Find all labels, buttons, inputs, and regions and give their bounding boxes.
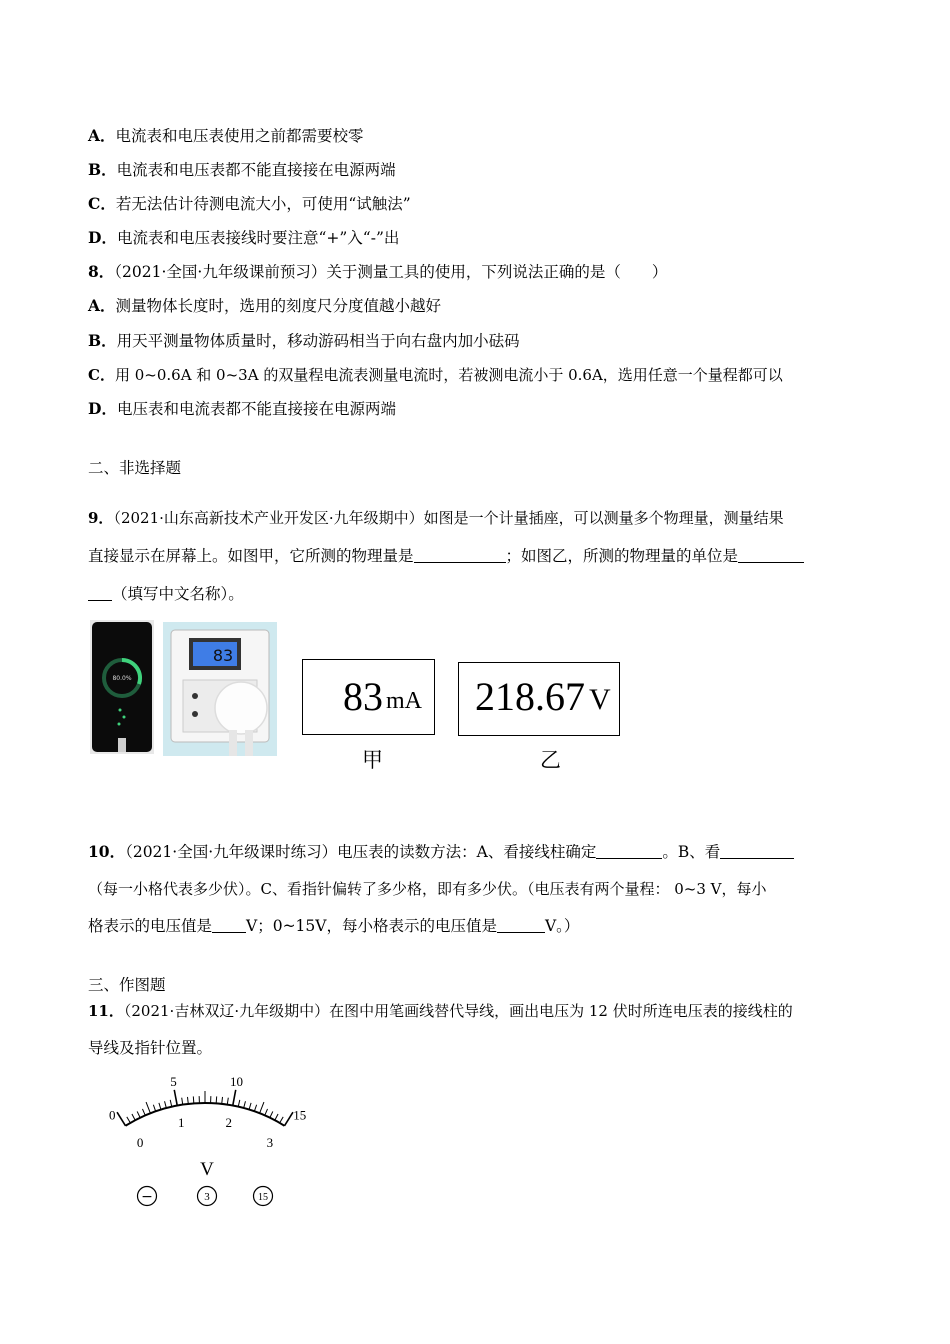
outer-label-0: 0 [108,1107,116,1123]
dial-tick [238,1100,240,1107]
q9-blank-1[interactable] [414,548,506,563]
q7-option-a: A．电流表和电压表使用之前都需要校零 [88,126,364,145]
q9-blank-2-cont[interactable] [88,586,112,601]
dial-tick [284,1112,292,1126]
terminal-3v-label: 3 [204,1191,210,1203]
dial-arc [126,1103,285,1126]
q10-blank-3[interactable] [212,918,246,933]
dial-tick [159,1103,161,1110]
inner-label-0: 0 [136,1134,144,1150]
dial-tick [165,1101,167,1108]
q9-line1: 9．（2021·山东高新技术产业开发区·九年级期中）如图是一个计量插座，可以测量多个物理量，测量结果 [88,509,784,527]
phone-charging-image [90,620,154,754]
readout-yi [458,662,620,736]
dial-tick [187,1097,188,1104]
dial-tick [170,1100,172,1107]
dial-tick [233,1090,236,1106]
outer-label-5: 5 [170,1073,177,1089]
section-title-nonchoice: 二、非选择题 [88,459,182,477]
dial-tick [265,1109,268,1115]
q8-option-a: A．测量物体长度时，选用的刻度尺分度值越小越好 [88,296,442,315]
dial-tick [275,1114,278,1120]
q10-line1: 10．（2021·全国·九年级课时练习）电压表的读数方法：A、看接线柱确定 。B、看 [88,842,794,862]
readout-jia [302,659,435,735]
inner-label-2: 2 [225,1115,232,1131]
dial-tick [137,1111,140,1117]
dial-tick [153,1105,155,1112]
readout-jia-value: 83 [343,674,383,719]
readout-yi-unit: V [589,683,611,716]
dial-tick [260,1102,264,1113]
dial-tick [193,1096,194,1103]
q11-line2: 导线及指针位置。 [88,1039,213,1057]
caption-yi: 乙 [540,748,561,772]
q10-line2: （每一小格代表多少伏）。C、看指针偏转了多少格，即有多少伏。（电压表有两个量程： 0~3 V，每小 [88,880,767,898]
q8-option-c: C．用 0~0.6A 和 0~3A 的双量程电流表测量电流时，若被测电流小于 0.6A，选用任意一个量程都可以 [88,366,783,384]
dial-tick [146,1102,150,1113]
readout-jia-unit: mA [386,688,422,714]
q8-option-b: B．用天平测量物体质量时，移动游码相当于向右盘内加小砝码 [88,331,520,350]
dial-tick [280,1117,283,1123]
q9-line3: （填写中文名称）。 [88,584,244,604]
voltmeter-dial [80,1068,330,1213]
dial-tick [182,1098,183,1105]
caption-jia: 甲 [362,748,383,772]
phone-battery-text: 80.0% [112,675,132,682]
q7-option-c: C．若无法估计待测电流大小，可使用“试触法” [88,194,411,213]
outer-label-10: 10 [229,1073,243,1089]
inner-label-1: 1 [178,1115,185,1131]
dial-tick [142,1109,145,1115]
q10-blank-4[interactable] [497,918,545,933]
dial-tick [132,1114,135,1120]
socket-display-value: 83 [212,646,234,665]
dial-ticks [117,1090,293,1126]
q11-line1: 11．（2021·吉林双辽·九年级期中）在图中用笔画线替代导线，画出电压为 12 伏时所连电压表的接线柱的 [88,1002,793,1020]
q10-line3: 格表示的电压值是 V；0~15V，每小格表示的电压值是 V。） [88,917,580,935]
q7-option-b: B．电流表和电压表都不能直接接在电源两端 [88,160,396,179]
q8-option-d: D．电压表和电流表都不能直接接在电源两端 [88,399,396,418]
outer-label-15: 15 [293,1107,307,1123]
q8-stem: 8．（2021·全国·九年级课前预习）关于测量工具的使用，下列说法正确的是（ ） [88,262,668,281]
dial-tick [216,1096,217,1103]
metering-socket-image [163,622,277,756]
dial-tick [117,1112,125,1126]
dial-tick [254,1105,256,1112]
voltmeter-symbol: V [200,1159,214,1180]
readout-yi-value: 218.67 [475,674,585,719]
q9-line2: 直接显示在屏幕上。如图甲，它所测的物理量是 ；如图乙，所测的物理量的单位是 [88,546,804,566]
section-title-drawing: 三、作图题 [88,976,166,994]
dial-tick [222,1097,223,1104]
dial-tick [244,1101,246,1108]
dial-tick [174,1090,177,1106]
q7-option-d: D．电流表和电压表接线时要注意“+”入“-”出 [88,228,400,247]
dial-tick [270,1111,273,1117]
terminal-15v-label: 15 [258,1192,268,1203]
dial-tick [227,1098,228,1105]
inner-label-3: 3 [266,1134,274,1150]
dial-tick [127,1117,130,1123]
q9-blank-2[interactable] [738,548,804,563]
q10-blank-2[interactable] [720,844,794,859]
q10-blank-1[interactable] [596,844,662,859]
terminal-negative-label: − [141,1189,153,1205]
dial-tick [249,1103,251,1110]
